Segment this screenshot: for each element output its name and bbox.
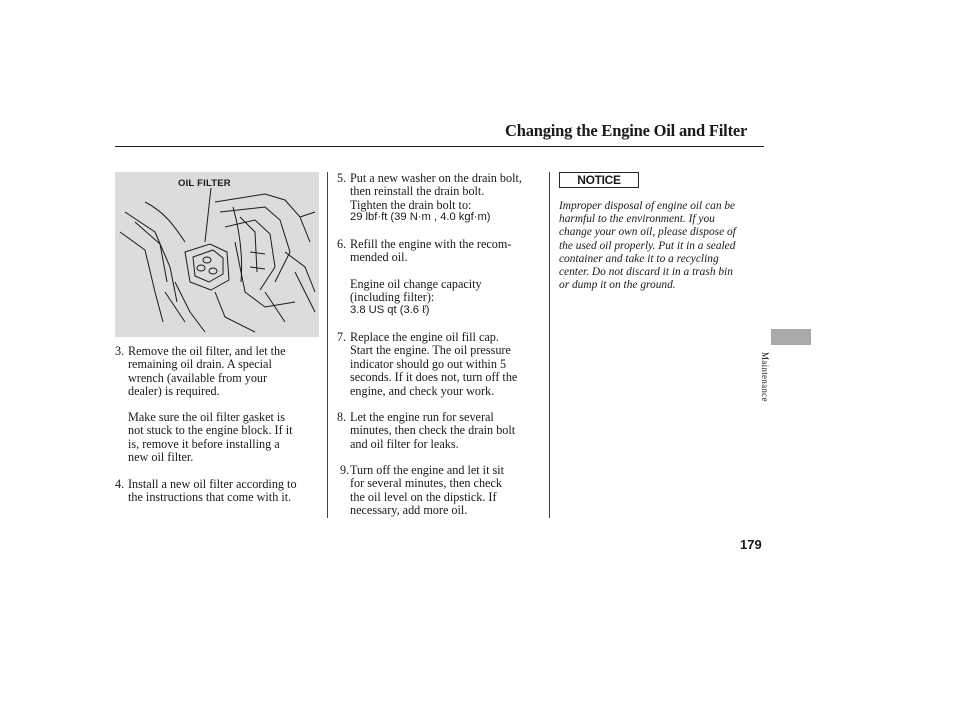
step-text: Let the engine run for several minutes, then check the drain bolt and oil filter for leaks. — [350, 410, 516, 451]
step-number: 7. — [337, 330, 347, 344]
header-rule — [115, 146, 764, 147]
column-divider-2 — [549, 172, 550, 518]
step-number: 5. — [337, 171, 347, 185]
column-divider-1 — [327, 172, 328, 518]
illustration-label: OIL FILTER — [178, 178, 231, 189]
step-text: Refill the engine with the recom- mended oil. — [350, 237, 512, 265]
page-number: 179 — [740, 537, 762, 552]
step-text: Install a new oil filter according to the instructions that come with it. — [128, 477, 297, 505]
page-title: Changing the Engine Oil and Filter — [505, 121, 748, 140]
step-number: 6. — [337, 237, 347, 251]
section-label — [760, 352, 783, 416]
step-text: Engine oil change capacity (including filter): — [350, 277, 482, 305]
oil-filter-illustration — [115, 172, 319, 337]
notice-label: NOTICE — [559, 172, 639, 188]
section-label-text: Maintenance — [760, 352, 770, 402]
section-tab — [771, 329, 811, 345]
step-number: 9. — [340, 463, 350, 477]
notice-text: Improper disposal of engine oil can be harmful to the environment. If you change your own oil, please dispose of the used oil properly. Put it in a sealed container and take it to a recycling center. Do not discard it in a trash bin or dump it on the ground. — [559, 200, 736, 292]
step-number: 4. — [115, 477, 125, 491]
step-text: Make sure the oil filter gasket is not stuck to the engine block. If it is, remove it before installing a new oil filter. — [128, 410, 293, 465]
step-text: Remove the oil filter, and let the remaining oil drain. A special wrench (available from your dealer) is required. — [128, 344, 286, 399]
step-number: 3. — [115, 344, 125, 358]
engine-drawing — [115, 172, 319, 337]
step-text: Replace the engine oil fill cap. Start the engine. The oil pressure indicator should go out within 5 seconds. If it does not, turn off the engine, and check your work. — [350, 330, 518, 398]
step-text: Turn off the engine and let it sit for several minutes, then check the oil level on the dipstick. If necessary, add more oil. — [350, 463, 505, 518]
step-number: 8. — [337, 410, 347, 424]
torque-spec: 29 lbf·ft (39 N·m , 4.0 kgf·m) — [350, 211, 491, 223]
step-text: Put a new washer on the drain bolt, then reinstall the drain bolt. Tighten the drain bolt to: — [350, 171, 522, 212]
capacity-spec: 3.8 US qt (3.6 ℓ) — [350, 304, 430, 316]
